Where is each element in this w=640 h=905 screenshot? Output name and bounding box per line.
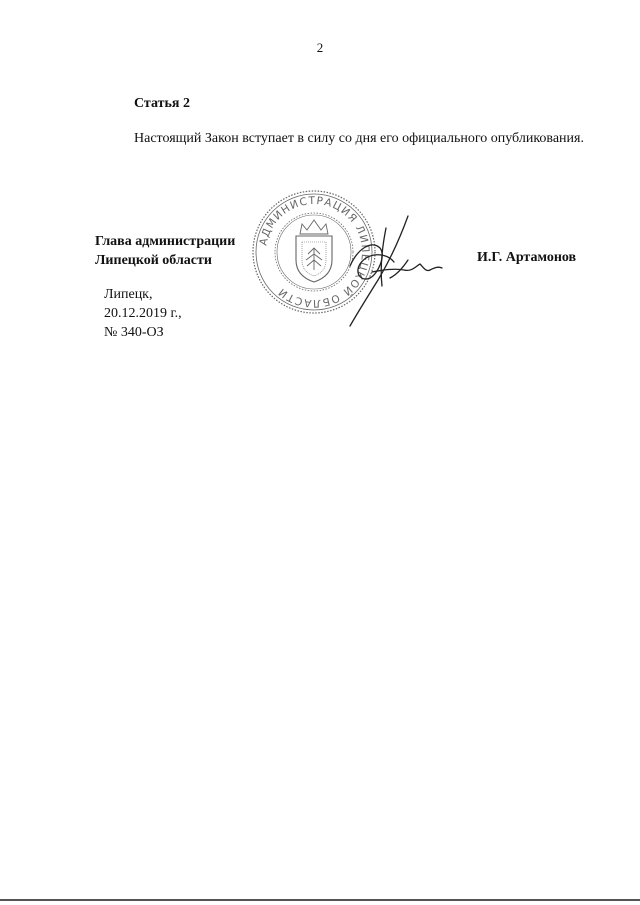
issue-place: Липецк, <box>104 287 153 302</box>
seal-ring-text: АДМИНИСТРАЦИЯ ЛИПЕЦКОЙ ОБЛАСТИ <box>257 194 372 310</box>
signer-name: И.Г. Артамонов <box>477 250 577 265</box>
handwritten-signature <box>320 208 445 333</box>
page-number: 2 <box>316 40 324 55</box>
article-text: Настоящий Закон вступает в силу со дня его официального опубликования. <box>134 131 584 146</box>
issue-date: 20.12.2019 г., <box>104 306 182 321</box>
signer-position-line-2: Липецкой области <box>95 253 212 268</box>
issue-details <box>104 285 182 342</box>
article-title: Статья 2 <box>134 96 190 111</box>
signer-position-line-1: Глава администрации <box>95 234 236 249</box>
issue-number: № 340-ОЗ <box>104 325 164 340</box>
bottom-divider <box>0 899 640 901</box>
signer-position <box>95 232 235 270</box>
